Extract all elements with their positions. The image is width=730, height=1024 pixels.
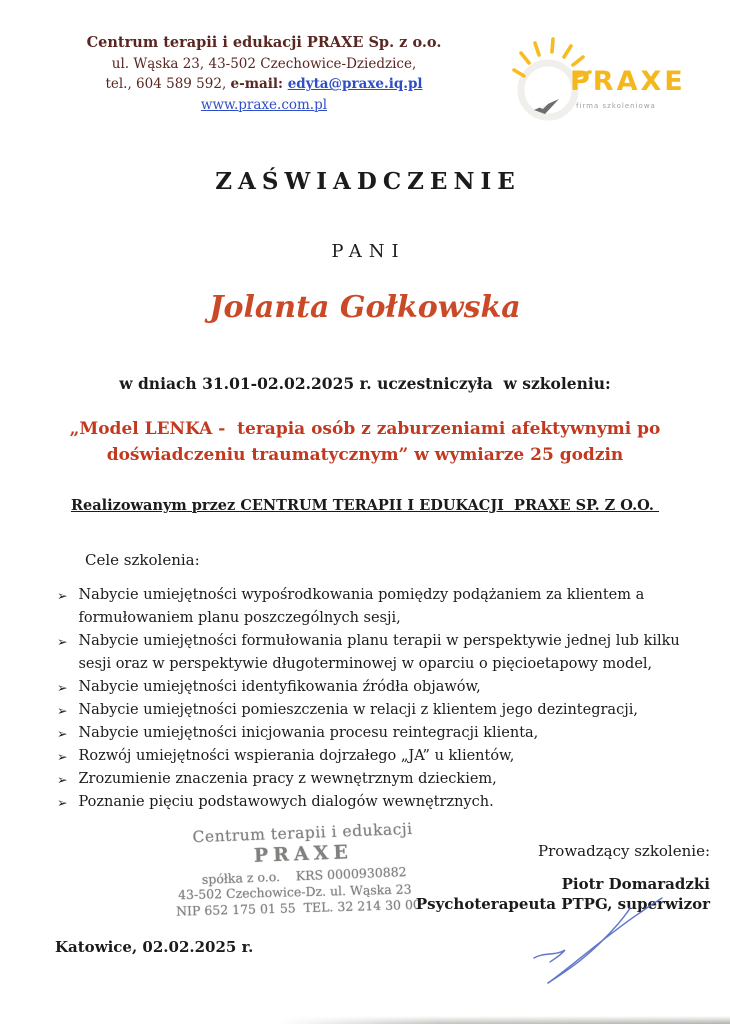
arrow-bullet-icon: ➢ [57,634,68,649]
course-title-line1: „Model LENKA - terapia osób z zaburzeniami afektywnymi po [69,419,661,439]
goal-text: Nabycie umiejętności identyfikowania źródła objawów, [78,679,481,695]
participant-name: Jolanta Gołkowska [209,290,521,325]
list-item [57,768,685,791]
list-item [57,791,685,814]
org-phone: tel., 604 589 592, [105,76,231,93]
goals-heading: Cele szkolenia: [85,551,200,569]
org-name: Centrum terapii i edukacji PRAXE Sp. z o.o. [86,34,442,51]
logo-brand-text: PRAXE [570,66,686,97]
course-title-line2: doświadczeniu traumatycznym” w wymiarze 25 godzin [106,445,624,466]
arrow-bullet-icon: ➢ [57,795,68,810]
stamp-krs-line: spółka z o.o. KRS 0000930882 [201,864,407,887]
goal-text: Poznanie pięciu podstawowych dialogów wewnętrznych. [78,794,494,810]
email-link[interactable]: edyta@praxe.iq.pl [287,76,423,93]
place-date: Katowice, 02.02.2025 r. [55,938,254,956]
list-item [57,745,685,768]
stamp-nip-line: NIP 652 175 01 55 TEL. 32 214 30 00 [175,896,422,919]
trainer-title: Psychoterapeuta PTPG, superwizor [415,895,710,913]
arrow-bullet-icon: ➢ [57,749,68,764]
trainer-name: Piotr Domaradzki [561,875,710,893]
trainer-heading: Prowadzący szkolenie: [538,842,710,860]
goal-text: Nabycie umiejętności inicjowania procesu reintegracji klienta, [78,725,539,741]
goal-text: Nabycie umiejętności wypośrodkowania pomiędzy podążaniem za klientem a formułowaniem planu poszczególnych sesji, [78,587,645,626]
list-item [57,630,685,676]
email-label: e-mail: [230,76,288,93]
goal-text: Zrozumienie znaczenia pracy z wewnętrznym dzieckiem, [78,771,497,787]
course-title [0,416,730,469]
organizer-line: Realizowanym przez CENTRUM TERAPII I EDUKACJI PRAXE SP. Z O.O. [70,497,660,514]
list-item [57,676,685,699]
document-title: ZAŚWIADCZENIE [215,168,521,195]
list-item [57,722,685,745]
website-link[interactable]: www.praxe.com.pl [200,96,328,113]
logo-tagline: firma szkoleniowa [576,102,656,110]
scan-edge-artifact [0,1016,730,1024]
list-item [57,584,685,630]
goal-text: Rozwój umiejętności wspierania dojrzałego „JA” u klientów, [78,748,515,764]
stamp-brand-line: PRAXE [253,841,354,867]
org-contact-line [38,74,490,94]
participation-line: w dniach 31.01-02.02.2025 r. uczestniczyła w szkoleniu: [119,374,611,393]
arrow-bullet-icon: ➢ [57,726,68,741]
arrow-bullet-icon: ➢ [57,680,68,695]
goal-text: Nabycie umiejętności pomieszczenia w relacji z klientem jego dezintegracji, [78,702,638,718]
org-address: ul. Wąska 23, 43-502 Czechowice-Dziedzice, [111,56,417,72]
arrow-bullet-icon: ➢ [57,772,68,787]
salutation: PANI [331,241,406,262]
goals-list [57,584,685,814]
arrow-bullet-icon: ➢ [57,703,68,718]
arrow-bullet-icon: ➢ [57,588,68,603]
list-item [57,699,685,722]
signature-icon [470,886,690,996]
letterhead [38,34,490,115]
praxe-logo [498,24,716,124]
stamp-org-line: Centrum terapii i edukacji [192,819,413,847]
goal-text: Nabycie umiejętności formułowania planu terapii w perspektywie jednej lub kilku sesji oraz w perspektywie długoterminowej w oparciu o pięcioetapowy model, [78,633,680,672]
stamp-address-line: 43-502 Czechowice-Dz. ul. Wąska 23 [177,881,412,903]
